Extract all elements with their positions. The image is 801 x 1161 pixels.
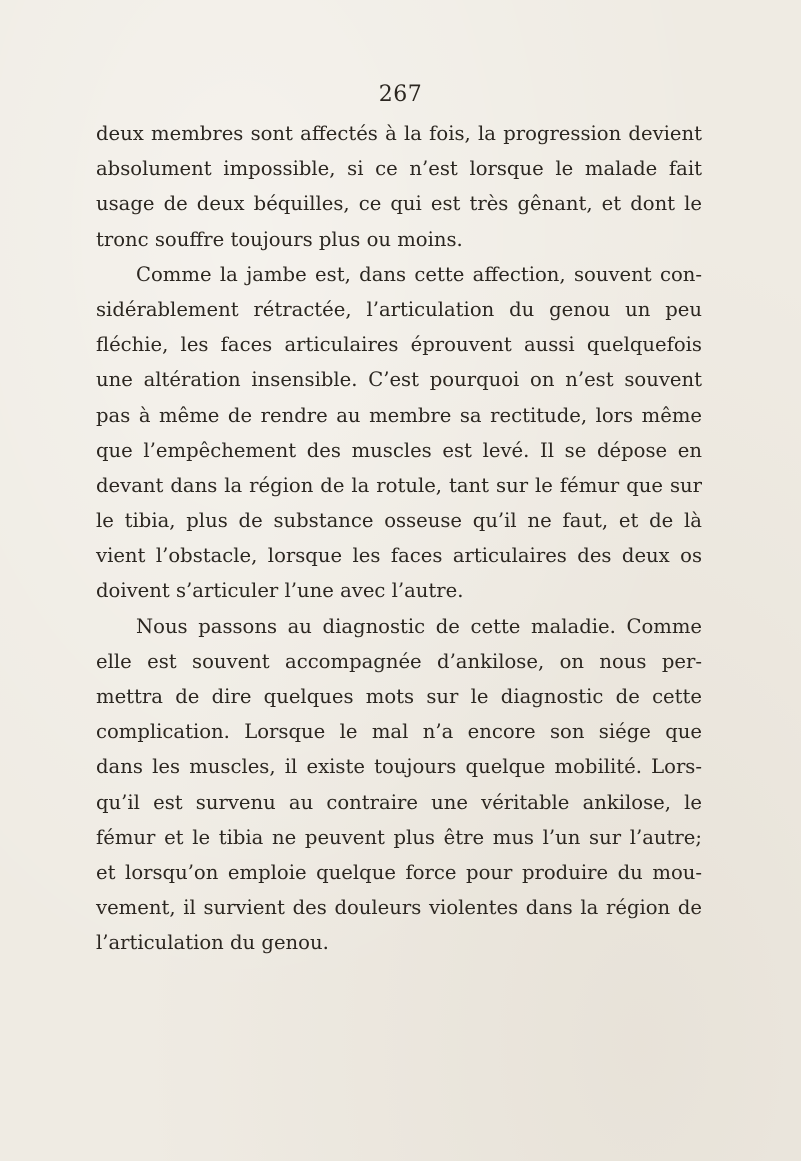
body-text [96,116,702,961]
text-line: tronc souffre toujours plus ou moins. [96,227,463,251]
text-line: elle est souvent accompagnée d’ankilose, on nous per- [96,649,702,673]
text-line: l’articulation du genou. [96,931,329,955]
text-line: une altération insensible. C’est pourquoi on n’est souvent [96,368,702,392]
text-line: Nous passons au diagnostic de cette maladie. Comme [136,614,702,638]
text-line: complication. Lorsque le mal n’a encore son siége que [96,720,702,744]
text-line: sidérablement rétractée, l’articulation du genou un peu [96,297,702,321]
text-line: dans les muscles, il existe toujours quelque mobilité. Lors- [96,755,702,779]
text-line: vement, il survient des douleurs violentes dans la région de [96,896,702,920]
text-line: vient l’obstacle, lorsque les faces articulaires des deux os [96,544,702,568]
text-line: le tibia, plus de substance osseuse qu’il ne faut, et de là [96,509,702,533]
text-line: pas à même de rendre au membre sa rectitude, lors même [96,403,702,427]
text-line: fléchie, les faces articulaires éprouvent aussi quelquefois [96,333,702,357]
text-line: doivent s’articuler l’une avec l’autre. [96,579,464,603]
text-line: qu’il est survenu au contraire une véritable ankilose, le [96,790,702,814]
text-line: absolument impossible, si ce n’est lorsque le malade fait [96,157,702,181]
text-line: deux membres sont affectés à la fois, la progression devient [96,122,702,145]
text-line: et lorsqu’on emploie quelque force pour produire du mou- [96,860,702,884]
text-line: Comme la jambe est, dans cette affection, souvent con- [136,262,702,286]
text-line: que l’empêchement des muscles est levé. Il se dépose en [96,438,702,462]
text-line: mettra de dire quelques mots sur le diagnostic de cette [96,685,702,708]
text-line: usage de deux béquilles, ce qui est très gênant, et dont le [96,192,702,216]
page-number: 267 [378,82,423,107]
text-line: devant dans la région de la rotule, tant sur le fémur que sur [96,473,702,497]
text-line: fémur et le tibia ne peuvent plus être mus l’un sur l’autre; [96,825,702,849]
